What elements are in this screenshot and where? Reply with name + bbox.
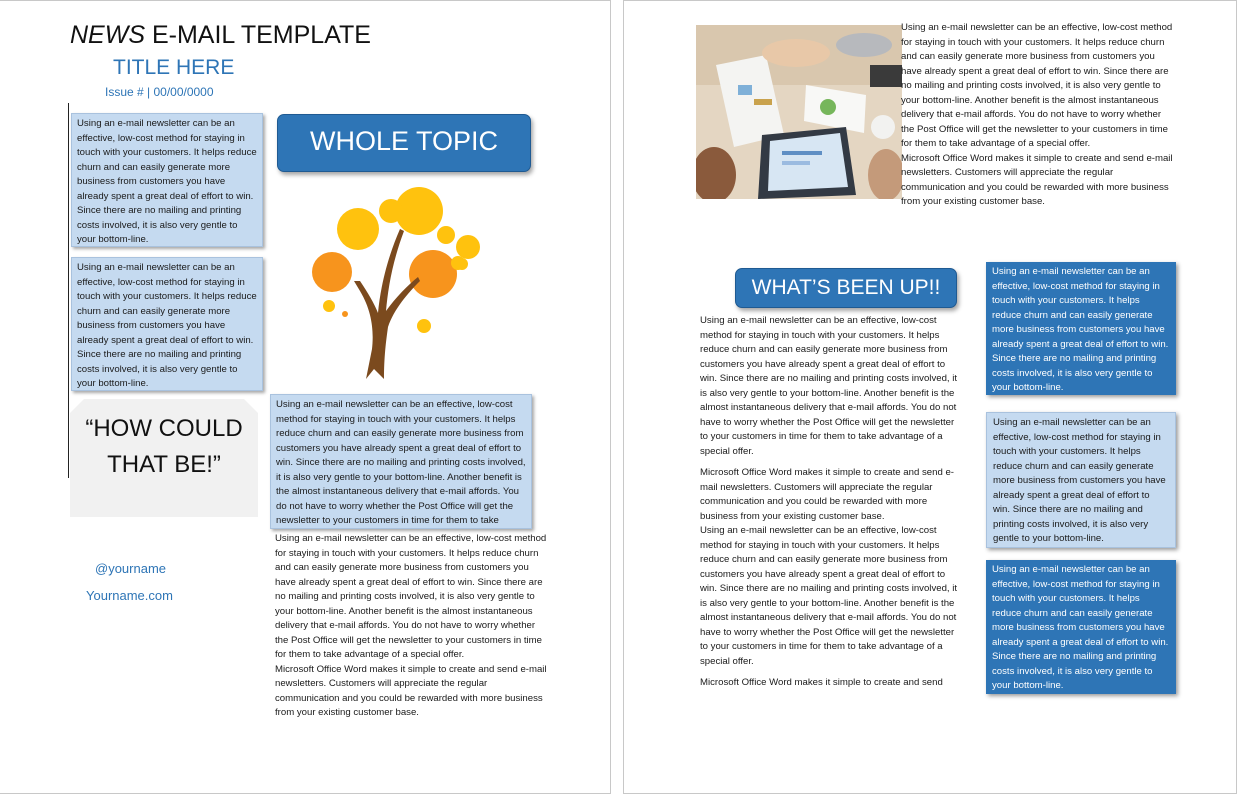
sidebar-text-box-1[interactable]: Using an e-mail newsletter can be an effective, low-cost method for staying in touch with your customers. It helps reduce churn and can easily generate more business from customers you have already spent a great deal of effort to win. Since there are no mailing and printing costs involved, it is also very gentle to your bottom-line. [71,113,263,247]
pull-quote[interactable]: “HOW COULD THAT BE!” [85,415,243,478]
mid-text-box[interactable]: Using an e-mail newsletter can be an effective, low-cost method for staying in touch with your customers. It helps reduce churn and can easily generate more business from customers you have already spent a great deal of effort to win. Since there are no mailing and printing costs involved, it is also very gentle to your bottom-line. Another benefit is the almost instantaneous delivery that e-mail affords. You do not have to worry whether the Post Office will get the newsletter to your customers in time for them to take [270,394,532,529]
left-vertical-rule [68,103,69,478]
page2-top-text[interactable] [901,21,1176,210]
newsletter-page-2 [623,0,1237,794]
website-link[interactable]: Yourname.com [86,588,173,603]
tree-illustration [300,181,490,381]
sidebar-text-box-2[interactable]: Using an e-mail newsletter can be an effective, low-cost method for staying in touch with your customers. It helps reduce churn and can easily generate more business from customers you have already spent a great deal of effort to win. Since there are no mailing and printing costs involved, it is also very gentle to your bottom-line. [71,257,263,391]
team-meeting-photo [696,25,902,199]
page2-column-text[interactable] [700,314,962,691]
body-paragraph[interactable]: Microsoft Office Word makes it simple to create and send e-mail newsletters. Customers will appreciate the regular communication and you could be rewarded with more business from your existing customer base. [275,663,547,718]
body-paragraph[interactable]: Using an e-mail newsletter can be an effective, low-cost method for staying in touch with your customers. It helps reduce churn and can easily generate more business from customers you have already spent a great deal of effort to win. Since there are no mailing and printing costs involved, it is also very gentle to your bottom-line. Another benefit is the almost instantaneous delivery that e-mail affords. You do not have to worry whether the Post Office will get the newsletter to your customers in time for them to take advantage of a special offer. [275,533,547,660]
social-handle[interactable]: @yourname [95,561,167,576]
whole-topic-banner[interactable]: WHOLE TOPIC [277,114,531,172]
page1-body-text[interactable] [275,532,549,721]
body-paragraph[interactable]: Using an e-mail newsletter can be an effective, low-cost method for staying in touch with your customers. It helps reduce churn and can easily generate more business from customers you have already spent a great deal of effort to win. Since there are no mailing and printing costs involved, it is also very gentle to your bottom-line. Another benefit is the almost instantaneous delivery that e-mail affords. You do not have to worry whether the Post Office will get the newsletter to your customers in time for them to take advantage of a special offer. [901,22,1173,149]
body-paragraph[interactable]: Microsoft Office Word makes it simple to create and send e-mail newsletters. Customers will appreciate the regular communication and you could be rewarded with more business from your existing customer base. [901,152,1173,207]
tree-icon [300,181,490,381]
photo-image [696,25,902,199]
newsletter-page-1 [0,0,611,794]
whats-been-up-banner[interactable]: WHAT’S BEEN UP!! [735,268,957,308]
body-paragraph[interactable]: Microsoft Office Word makes it simple to create and send e-mail newsletters. Customers will appreciate the regular communication and you could be rewarded with more business from your existing customer base. [700,467,954,522]
body-paragraph[interactable]: Using an e-mail newsletter can be an effective, low-cost method for staying in touch with your customers. It helps reduce churn and can easily generate more business from customers you have already spent a great deal of effort to win. Since there are no mailing and printing costs involved, it is also very gentle to your bottom-line. Another benefit is the almost instantaneous delivery that e-mail affords. You do not have to worry whether the Post Office will get the newsletter to your customers in time for them to take advantage of a special offer. [700,315,958,457]
heading-italic-word: NEWS [70,21,145,49]
right-text-box-2[interactable]: Using an e-mail newsletter can be an effective, low-cost method for staying in touch with your customers. It helps reduce churn and can easily generate more business from customers you have already spent a great deal of effort to win. Since there are no mailing and printing costs involved, it is also very gentle to your bottom-line. [986,412,1176,548]
right-text-box-3[interactable]: Using an e-mail newsletter can be an effective, low-cost method for staying in touch with your customers. It helps reduce churn and can easily generate more business from customers you have already spent a great deal of effort to win. Since there are no mailing and printing costs involved, it is also very gentle to your bottom-line. [986,560,1176,694]
newsletter-title[interactable]: TITLE HERE [113,56,235,79]
body-paragraph[interactable]: Microsoft Office Word makes it simple to create and send [700,677,943,688]
newsletter-heading [70,21,371,50]
body-paragraph[interactable]: Using an e-mail newsletter can be an effective, low-cost method for staying in touch with your customers. It helps reduce churn and can easily generate more business from customers you have already spent a great deal of effort to win. Since there are no mailing and printing costs involved, it is also very gentle to your bottom-line. Another benefit is the almost instantaneous delivery that e-mail affords. You do not have to worry whether the Post Office will get the newsletter to your customers in time for them to take advantage of a special offer. [700,525,958,667]
heading-rest: E-MAIL TEMPLATE [145,21,371,49]
issue-date-line[interactable]: Issue # | 00/00/0000 [105,85,214,99]
right-text-box-1[interactable]: Using an e-mail newsletter can be an effective, low-cost method for staying in touch with your customers. It helps reduce churn and can easily generate more business from customers you have already spent a great deal of effort to win. Since there are no mailing and printing costs involved, it is also very gentle to your bottom-line. [986,262,1176,395]
